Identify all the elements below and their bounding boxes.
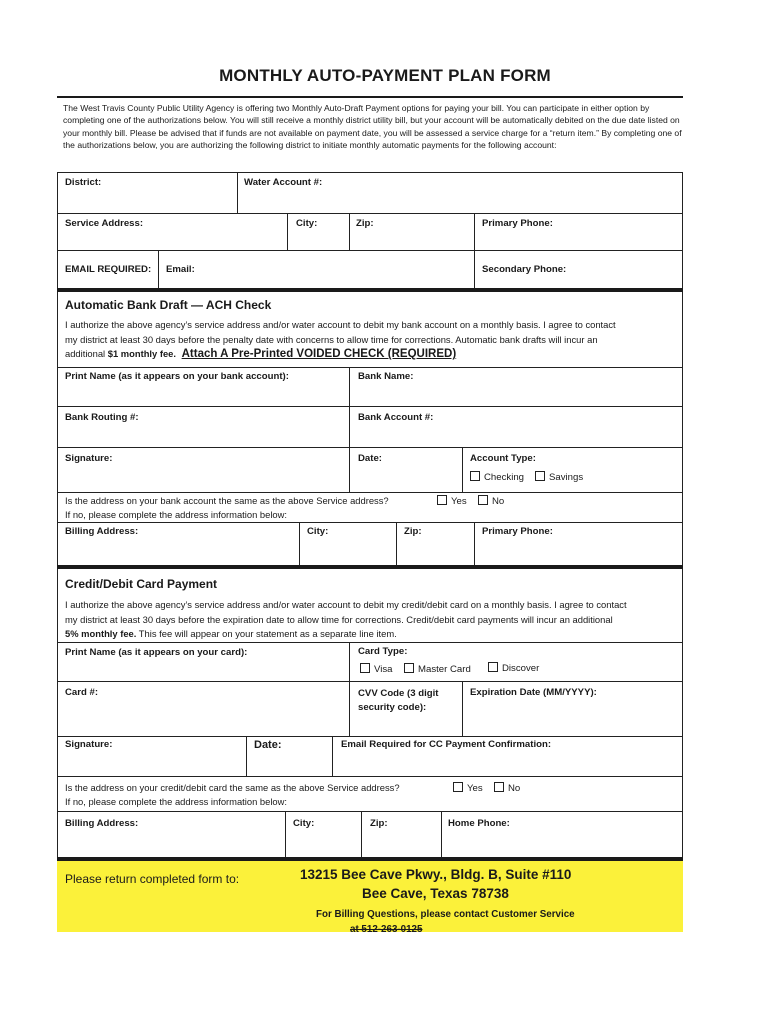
discover-checkbox[interactable] (488, 662, 498, 672)
card-yes-checkbox[interactable] (453, 782, 463, 792)
checking-option[interactable] (470, 471, 524, 483)
card-line-5 (57, 811, 683, 812)
cvv-label-line-1: CVV Code (3 digit (358, 688, 439, 699)
ach-right-border (682, 292, 683, 565)
card-para-line-1: I authorize the above agency’s service address and/or water account to debit my credit/debit card on a monthly basis. I agree to contact (65, 599, 627, 610)
ach-no-option[interactable] (478, 495, 504, 507)
card-signature-label: Signature: (65, 739, 113, 750)
email-label: Email: (166, 264, 195, 275)
ach-billing-address-label: Billing Address: (65, 526, 139, 537)
card-billing-address-label: Billing Address: (65, 818, 139, 829)
ach-yes-text: Yes (451, 496, 467, 507)
card-para-line-2: my district at least 30 days before the expiration date to allow time for corrections. Credit/debit card payments will incur an additional (65, 613, 613, 625)
acct-left-border (57, 172, 58, 288)
zip-label: Zip: (356, 218, 374, 229)
ach-billing-divider-city (299, 522, 300, 565)
acct-divider-water (237, 172, 238, 213)
ach-para-line-3 (65, 347, 677, 362)
card-date-label: Date: (254, 739, 282, 751)
acct-divider-city (287, 213, 288, 250)
city-label: City: (296, 218, 318, 229)
secondary-phone-label: Secondary Phone: (482, 264, 567, 275)
card-billing-divider-zip (361, 811, 362, 861)
card-billing-divider-city (285, 811, 286, 861)
discover-option[interactable] (488, 662, 539, 674)
ach-no-text: No (492, 496, 505, 507)
card-line-4 (57, 776, 683, 777)
acct-divider-zip (349, 213, 350, 250)
card-top-rule (57, 565, 683, 569)
ach-billing-city-label: City: (307, 526, 329, 537)
checking-checkbox[interactable] (470, 471, 480, 481)
card-billing-divider-phone (441, 811, 442, 861)
ach-paragraph (65, 318, 677, 362)
ach-line-4 (57, 492, 683, 493)
expiration-label: Expiration Date (MM/YYYY): (470, 687, 597, 698)
ach-yes-checkbox[interactable] (437, 495, 447, 505)
card-header: Credit/Debit Card Payment (65, 577, 218, 591)
return-address-line-1: 13215 Bee Cave Pkwy., Bldg. B, Suite #110 (300, 867, 572, 882)
ach-billing-divider-phone (474, 522, 475, 565)
ach-line-3 (57, 447, 683, 448)
card-divider-date (246, 736, 247, 776)
card-left-border (57, 569, 58, 861)
ach-para-line-1: I authorize the above agency’s service address and/or water account to debit my bank account on a monthly basis. I agree to contact (65, 319, 616, 330)
acct-divider-email (158, 250, 159, 288)
ach-para-line-2: my district at least 30 days before the penalty date with concerns to allow time for corrections. Automatic bank drafts will incur an (65, 333, 598, 345)
ach-billing-zip-label: Zip: (404, 526, 422, 537)
card-number-label: Card #: (65, 687, 99, 698)
visa-checkbox[interactable] (360, 663, 370, 673)
ach-para-additional: additional (65, 348, 108, 360)
district-label: District: (65, 177, 102, 188)
ach-line-1 (57, 367, 683, 368)
title-rule (57, 96, 683, 98)
account-type-label: Account Type: (470, 453, 536, 464)
mastercard-checkbox[interactable] (404, 663, 414, 673)
service-address-label: Service Address: (65, 218, 144, 229)
ach-if-no-text: If no, please complete the address information below: (65, 509, 288, 520)
savings-text: Savings (549, 472, 584, 483)
intro-paragraph: The West Travis County Public Utility Agency is offering two Monthly Auto-Draft Payment options for paying your bill. You can participate in either option by completing one of the authorizations below. You will still receive a monthly district utility bill, but your account will be automatically debited on the due date listed on your monthly bill. Please be advised that if funds are not available on payment date, you will be assessed a service charge for a “return item.” By completing one of the authorizations below, you are authorizing the following district to initiate monthly automatic payments for the following account: (63, 103, 682, 151)
discover-text: Discover (502, 663, 540, 674)
ach-same-address-question: Is the address on your bank account the same as the above Service address? (65, 495, 389, 506)
card-right-border (682, 569, 683, 861)
mastercard-option[interactable] (404, 663, 471, 675)
email-required-label: EMAIL REQUIRED: (65, 264, 152, 275)
card-divider-type (349, 642, 350, 736)
ach-left-border (57, 292, 58, 565)
form-title: MONTHLY AUTO-PAYMENT PLAN FORM (219, 66, 551, 85)
cc-email-label: Email Required for CC Payment Confirmation: (341, 739, 552, 750)
card-billing-city-label: City: (293, 818, 315, 829)
card-yes-option[interactable] (453, 782, 483, 794)
card-para-line-3 (65, 627, 677, 642)
card-yes-text: Yes (467, 783, 483, 794)
voided-check-notice: Attach A Pre-Printed VOIDED CHECK (REQUIRED) (181, 348, 457, 361)
print-name-bank-label: Print Name (as it appears on your bank account): (65, 371, 289, 382)
primary-phone-label: Primary Phone: (482, 218, 553, 229)
savings-option[interactable] (535, 471, 583, 483)
mastercard-text: Master Card (418, 664, 471, 675)
return-instruction: Please return completed form to: (65, 872, 240, 886)
visa-text: Visa (374, 664, 393, 675)
ach-billing-divider-zip (396, 522, 397, 565)
cvv-label (358, 687, 438, 715)
ach-top-rule (57, 288, 683, 292)
ach-line-2 (57, 406, 683, 407)
billing-questions-text: For Billing Questions, please contact Customer Service (316, 909, 575, 920)
card-line-2 (57, 681, 683, 682)
card-no-text: No (508, 783, 521, 794)
ach-fee-text: $1 monthly fee. (107, 348, 176, 360)
card-no-checkbox[interactable] (494, 782, 504, 792)
ach-divider-bank (349, 367, 350, 492)
savings-checkbox[interactable] (535, 471, 545, 481)
ach-no-checkbox[interactable] (478, 495, 488, 505)
acct-right-border (682, 172, 683, 288)
card-fee-text: 5% monthly fee. (65, 628, 137, 640)
ach-date-label: Date: (358, 453, 382, 464)
ach-signature-label: Signature: (65, 453, 113, 464)
bank-account-label: Bank Account #: (358, 412, 434, 423)
card-billing-zip-label: Zip: (370, 818, 388, 829)
ach-line-5 (57, 522, 683, 523)
return-address-line-2: Bee Cave, Texas 78738 (362, 886, 509, 901)
card-divider-email (332, 736, 333, 776)
bank-routing-label: Bank Routing #: (65, 412, 139, 423)
water-account-label: Water Account #: (244, 177, 323, 188)
acct-top-line (57, 172, 683, 173)
ach-billing-phone-label: Primary Phone: (482, 526, 553, 537)
acct-line-3 (57, 250, 683, 251)
card-paragraph (65, 598, 677, 642)
card-line-1 (57, 642, 683, 643)
card-billing-home-phone-label: Home Phone: (448, 818, 510, 829)
acct-line-2 (57, 213, 683, 214)
card-divider-exp (462, 681, 463, 736)
card-same-address-question: Is the address on your credit/debit card the same as the above Service address? (65, 782, 400, 793)
cvv-label-line-2: security code): (358, 702, 427, 713)
card-line-3 (57, 736, 683, 737)
visa-option[interactable] (360, 663, 393, 675)
ach-divider-type (462, 447, 463, 492)
print-name-card-label: Print Name (as it appears on your card): (65, 647, 248, 658)
customer-service-phone: at 512-263-0125 (350, 924, 423, 935)
card-type-label: Card Type: (358, 646, 408, 657)
card-if-no-text: If no, please complete the address information below: (65, 796, 288, 807)
ach-header: Automatic Bank Draft — ACH Check (65, 298, 272, 312)
checking-text: Checking (484, 472, 524, 483)
bank-name-label: Bank Name: (358, 371, 414, 382)
ach-yes-option[interactable] (437, 495, 467, 507)
card-statement-text: This fee will appear on your statement as a separate line item. (136, 628, 397, 640)
card-no-option[interactable] (494, 782, 520, 794)
